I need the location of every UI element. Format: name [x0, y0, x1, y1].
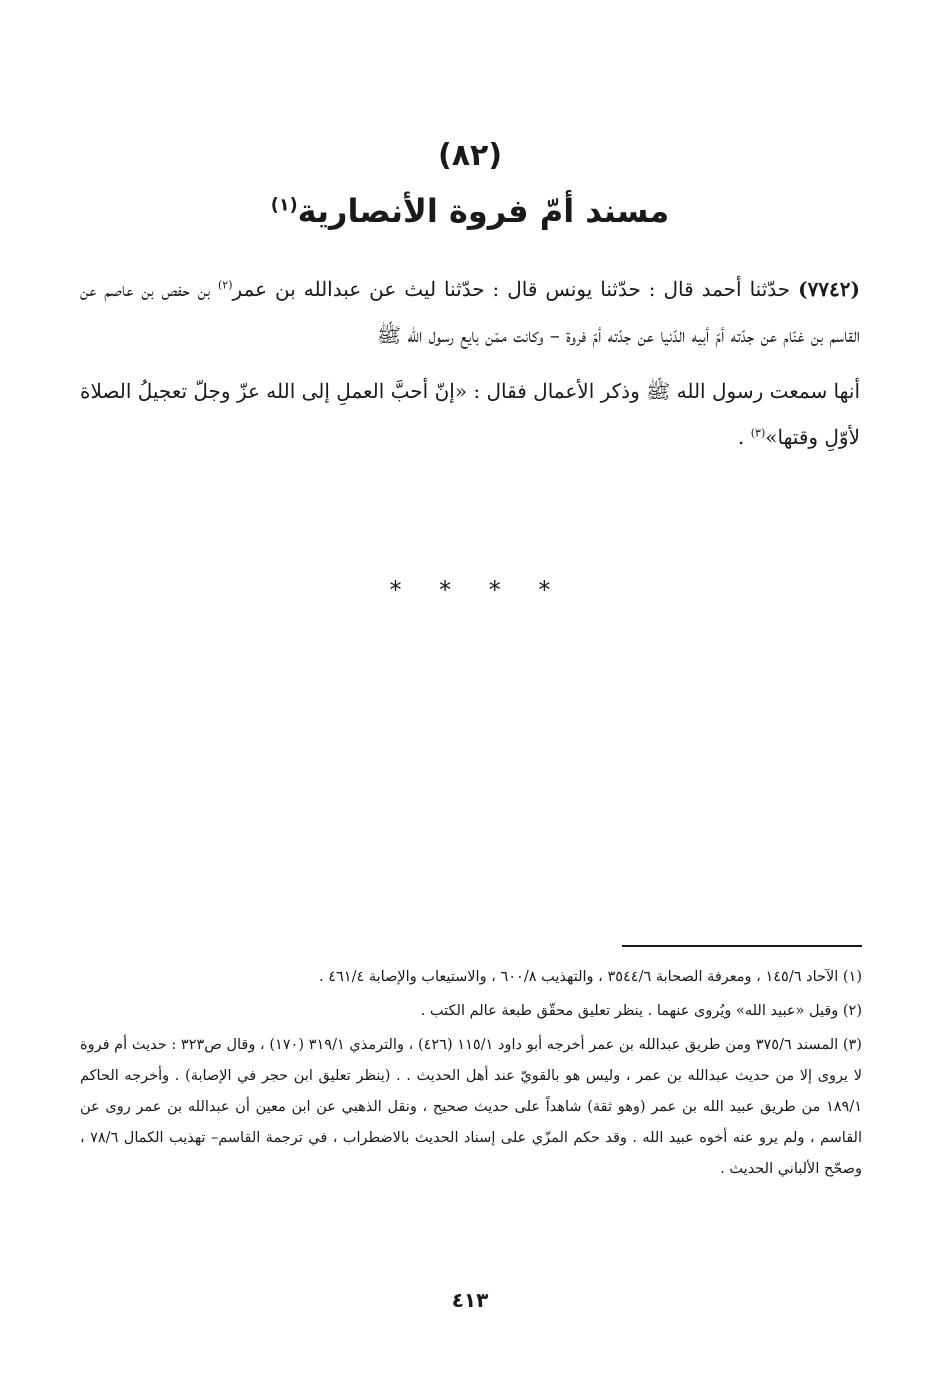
hadith-number: (٧٧٤٢) — [798, 277, 860, 301]
hadith-paragraph-2 — [80, 368, 860, 460]
footnote-1: (١) الآحاد ١٤٥/٦ ، ومعرفة الصحابة ٣٥٤٤/٦ ، والتهذيب ٦٠٠/٨ ، والاستيعاب والإصابة ٤٦١/٤ . — [318, 969, 862, 985]
footnote-ref-1: (١) — [270, 195, 298, 216]
footnote-ref-3: (٣) — [750, 426, 766, 440]
footnote-3: (٣) المسند ٣٧٥/٦ ومن طريق عبدالله بن عمر أخرجه أبو داود ١١٥/١ (٤٢٦) ، والترمذي ٣١٩/١ (١٧٠) ، وقال ص٣٢٣ : حديث أم فروة لا يروى إلا من حديث عبدالله بن عمر ، وليس هو بالقويّ عند أهل الحديث . . (ينظر تعليق ابن حجر في الإصابة) . وأخرجه الحاكم ١٨٩/١ من طريق عبيد الله بن عمر (وهو ثقة) شاهداً على حديث صحيح ، ونقل الذهبي عن ابن معين أن عبدالله بن عمر روى عن القاسم ، ولم يرو عنه أخوه عبيد الله . وقد حكم المزّي على إسناد الحديث بالاضطراب ، في ترجمة القاسم– تهذيب الكمال ٧٨/٦ ، وصحّح الألباني الحديث . — [80, 1037, 862, 1177]
chapter-title-text: مسند أمّ فروة الأنصارية — [297, 192, 670, 230]
isnad-text-a: حدّثنا أحمد قال : حدّثنا يونس قال : حدّثنا ليث عن عبدالله بن عمر — [232, 277, 799, 301]
matn-end: . — [738, 425, 751, 449]
hadith-body — [80, 266, 860, 470]
footnote-ref-2: (٢) — [217, 278, 233, 292]
isnad-text-b: بن حفص بن عاصم عن القاسم بن غنّام عن جدّته أمّ أبيه الدّنيا عن جدّته أمّ فروة – وكانت ممّن بايع رسول الله ﷺ — [80, 277, 860, 347]
page-number: ٤١٣ — [451, 1288, 489, 1312]
chapter-title — [0, 192, 940, 230]
footnotes — [80, 962, 862, 1188]
matn-text: أنها سمعت رسول الله ﷺ وذكر الأعمال فقال : «إنّ أحبَّ العملِ إلى الله عزّ وجلّ تعجيلُ الصلاة لأوّلِ وقتها» — [79, 379, 860, 449]
footnote-2: (٢) وقيل «عبيد الله» ويُروى عنهما . ينظر تعليق محقّق طبعة عالم الكتب . — [420, 1003, 862, 1019]
section-separator: * * * * — [389, 576, 551, 604]
chapter-number: (٨٢) — [437, 138, 503, 173]
hadith-paragraph-1 — [80, 266, 860, 358]
footnote-divider — [622, 945, 862, 947]
